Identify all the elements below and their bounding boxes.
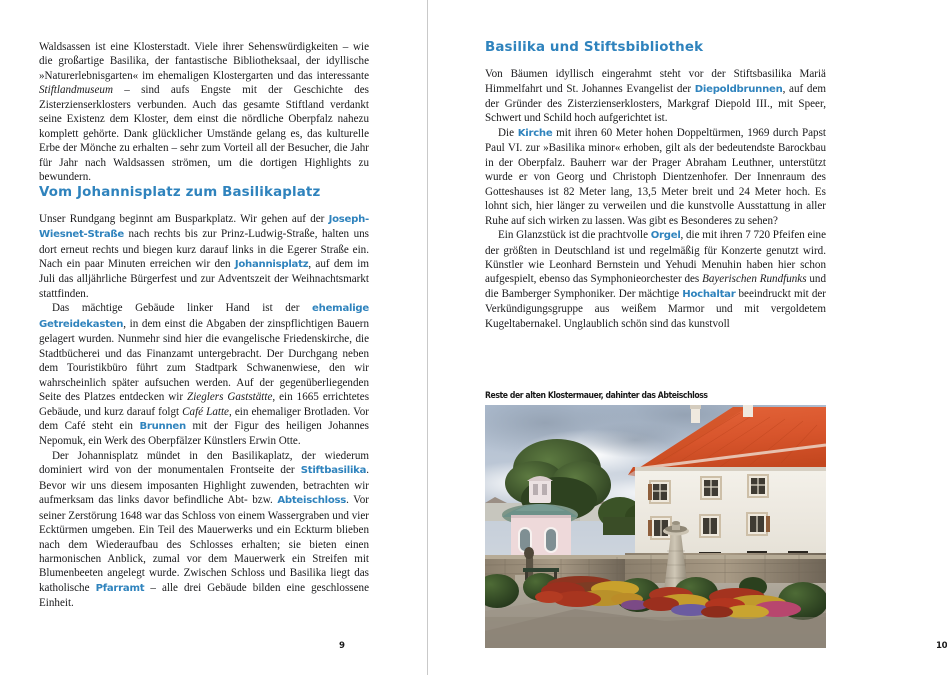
heading-basilika-stiftsbibliothek: Basilika und Stiftsbibliothek	[485, 40, 704, 55]
right-paragraph-2: Die Kirche mit ihren 60 Meter hohen Doppeltürmen, 1969 durch Papst Paul VI. zur »Basilika minor« erhoben, gilt als der bedeutendste Barockbau in der Oberpfalz. Bauherr war der Prager Abraham Leuthner, unterstützt wurde er von Georg und Christoph Dientzenhofer. Der Innenraum des Gotteshauses ist 82 Meter lang, 13,5 Meter breit und 24 Meter hoch. Es lohnt sich, hier länger zu verweilen und die kunstvolle Ausstattung in aller Ruhe auf sich wirken zu lassen. Was gibt es Besonderes zu sehen?	[485, 126, 826, 227]
figure-caption: Reste der alten Klostermauer, dahinter das Abteischloss	[485, 390, 708, 400]
highlighted-term: Abteischloss	[277, 495, 347, 507]
intro-paragraph: Waldsassen ist eine Klosterstadt. Viele ihrer Sehenswürdigkeiten – wie die großartige Basilika, der fantastische Bibliotheksaal, der idyllische »Naturerlebnisgarten« im ehemaligen Klostergarten und das interessante Stiftlandmuseum – sind aufs Engste mit der Geschichte des Zisterzienserklosters verbunden. Auch das gesamte Stiftland verdankt seine Existenz dem Kloster, dem einst die nördliche Oberpfalz nahezu komplett gehörte. Dank glücklicher Umstände gelang es, das kulturelle Erbe der Mönche zu erhalten – sehr zum Vorteil all der Besucher, die Jahr für Jahr nach Waldsassen strömen, um die dortigen Highlights zu bewundern.	[39, 41, 369, 184]
page-left	[0, 0, 427, 675]
highlighted-term: Orgel	[650, 230, 681, 242]
right-paragraph-1: Von Bäumen idyllisch eingerahmt steht vor der Stiftsbasilika Mariä Himmelfahrt und St. Johannes Evangelist der Diepoldbrunnen, auf dem der Gründer des Zisterzienserklosters, Markgraf Diepold III., mit Speer, Schwert und Schild hoch aufgerichtet ist.	[485, 68, 827, 125]
left-paragraph-1: Unser Rundgang beginnt am Busparkplatz. Wir gehen auf der Joseph-Wiesnet-Straße nach rechts bis zur Prinz-Ludwig-Straße, halten uns dort erneut rechts und biegen kurz darauf links in die Egerer Straße ein. Nach ein paar Minuten erreichen wir den Johannisplatz, auf dem im Juli das alljährliche Bürgerfest und zur Adventszeit der Weihnachtsmarkt stattfinden.	[39, 212, 369, 300]
italic-term: Bayerischen Rundfunks	[702, 273, 807, 286]
italic-term: Café Latte	[182, 405, 229, 418]
highlighted-term: Johannisplatz	[234, 258, 309, 270]
highlighted-term: Pfarramt	[95, 582, 145, 594]
italic-term: Zieglers Gaststätte	[187, 391, 273, 404]
highlighted-term: Diepoldbrunnen	[694, 83, 783, 95]
page-number-right: 10	[936, 641, 947, 651]
figure-abteischloss	[485, 390, 826, 648]
heading-vom-johannisplatz: Vom Johannisplatz zum Basilikaplatz	[39, 184, 321, 200]
left-paragraph-3: Der Johannisplatz mündet in den Basilikaplatz, der wiederum dominiert wird von der monumentalen Frontseite der Stiftbasilika. Bevor wir uns diesem imposanten Highlight zuwenden, betrachten wir aufmerksam das links davor befindliche Abt- bzw. Abteischloss. Vor seiner Zerstörung 1648 war das Schloss von einem Wassergraben und vier Ecktürmen umgeben. Ein Teil des Mauerwerks und ein Eckturm blieben nach dem Wiederaufbau des Schlosses erhalten; sie bieten einen harmonischen Anblick, zumal vor dem Mauerwerk ein Streifen mit Blumenbeeten angelegt wurde. Zwischen Schloss und Basilika liegt das katholische Pfarramt – alle drei Gebäude bilden eine geschlossene Einheit.	[39, 449, 369, 610]
left-paragraph-2: Das mächtige Gebäude linker Hand ist der ehemalige Getreidekasten, in dem einst die Abgaben der zinspflichtigen Bauern gelagert wurden. Nunmehr sind hier die evangelische Friedenskirche, die Stadtbücherei und das Finanzamt untergebracht. Der Durchgang neben dem Touristikbüro führt zum Stadtpark Schwanenwiese, den wir wahrscheinlich später aufsuchen werden. Auf der gegenüberliegenden Seite des Platzes entdecken wir Zieglers Gaststätte, ein 1665 errichtetes Gebäude, und kurz darauf folgt Café Latte, ein ehemaliger Brotladen. Vor dem Café steht ein Brunnen mit der Figur des heiligen Johannes Nepomuk, ein Werk des Oberpfälzer Künstlers Erwin Otte.	[39, 302, 370, 448]
highlighted-term: Brunnen	[139, 420, 186, 432]
highlighted-term: Stiftbasilika	[300, 465, 367, 477]
highlighted-term: ehemalige Getreidekasten	[39, 303, 369, 330]
italic-term: Stiftlandmuseum	[39, 84, 113, 97]
photo-abteischloss	[485, 405, 826, 648]
highlighted-term: Joseph-Wiesnet-Straße	[39, 213, 369, 241]
page-number-left: 9	[339, 641, 345, 651]
highlighted-term: Kirche	[517, 127, 553, 139]
highlighted-term: Hochaltar	[682, 288, 736, 300]
right-paragraph-3: Ein Glanzstück ist die prachtvolle Orgel, die mit ihren 7 720 Pfeifen eine der größten in Deutschland ist und regelmäßig für Konzerte genutzt wird. Künstler wie Leonhard Bernstein und Yehudi Menuhin haben hier schon aufgespielt, ebenso das Symphonieorchester des Bayerischen Rundfunks und die Bamberger Symphoniker. Der mächtige Hochaltar beeindruckt mit der Verkündigungsgruppe aus weißem Marmor und mit vergoldetem Kugeltabernakel. Unglaublich schön sind das kunstvoll	[485, 229, 826, 330]
